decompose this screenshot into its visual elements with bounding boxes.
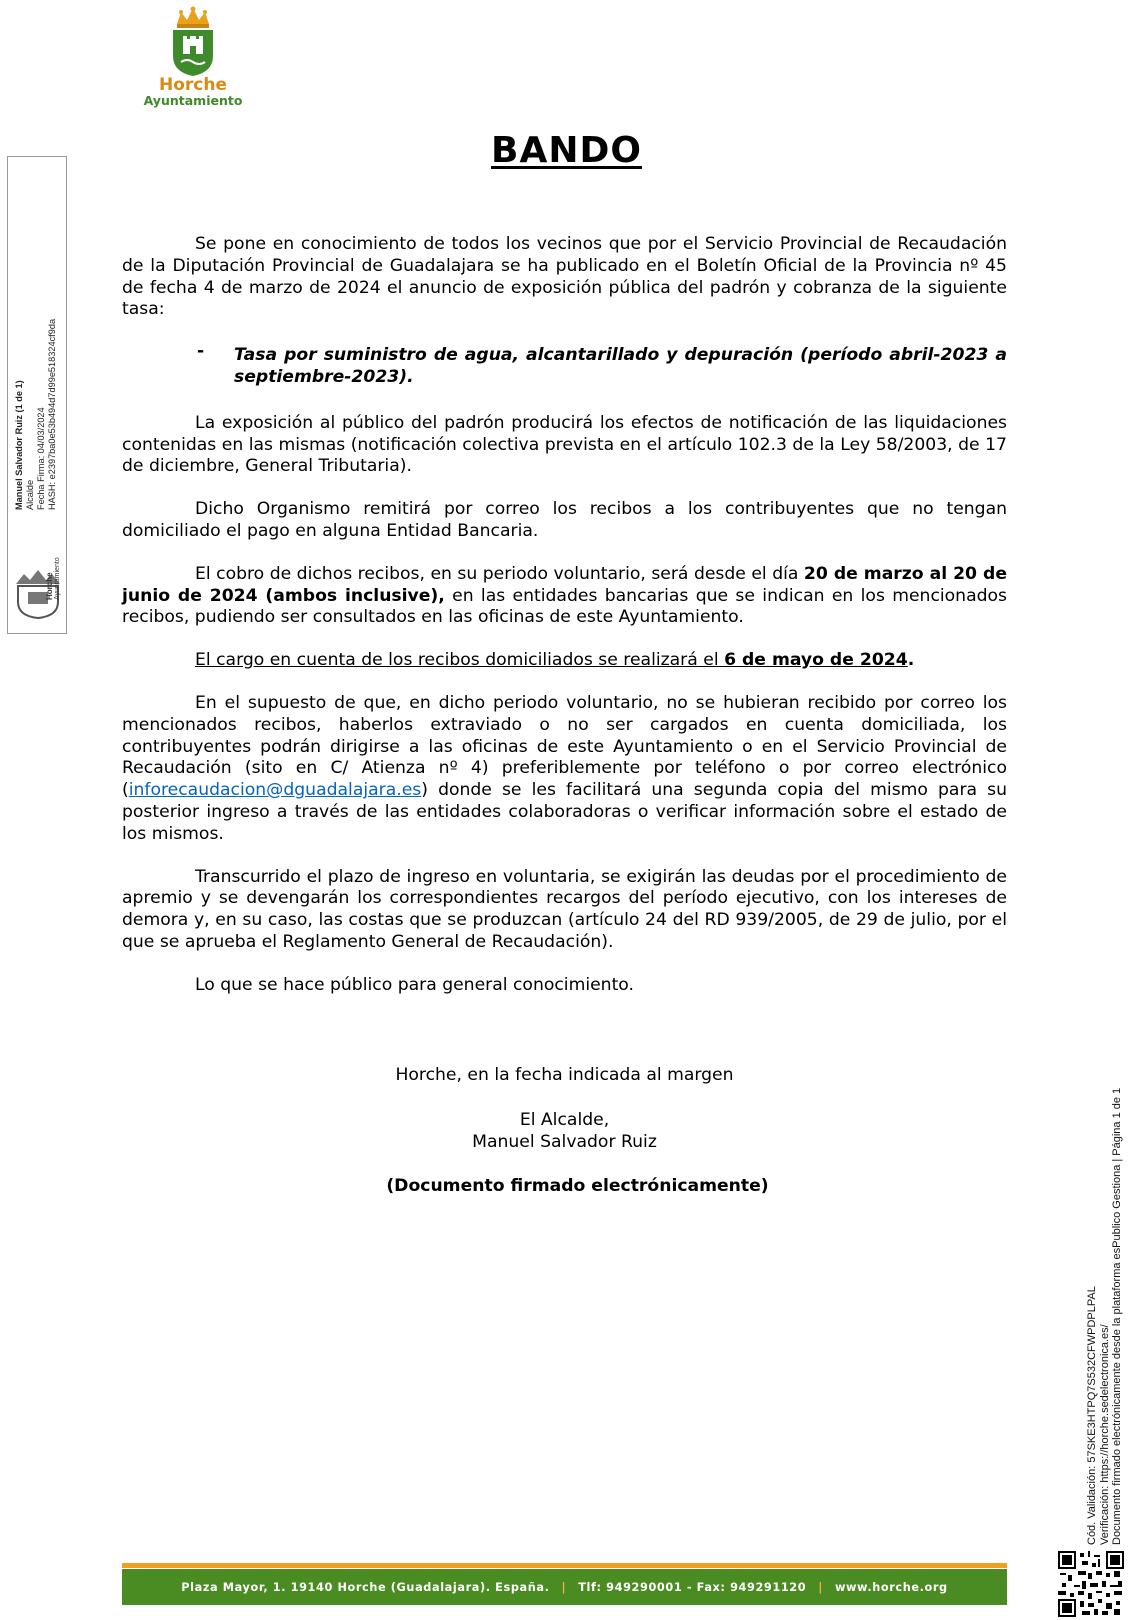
paragraph-collection: El cobro de dichos recibos, en su periodo voluntario, será desde el día 20 de marzo al 20 de junio de 2024 (ambos inclusive), en las entidades bancarias que se indican en los mencionados recibos, pudiendo ser consultados en las oficinas de este Ayuntamiento.	[122, 563, 1007, 628]
footer-orange-line	[122, 1563, 1007, 1568]
bullet-text: Tasa por suministro de agua, alcantarillado y depuración (período abril-2023 a septiembre-2023).	[234, 345, 1007, 387]
paragraph-contact: En el supuesto de que, en dicho periodo voluntario, no se hubieran recibido por correo los mencionados recibos, haberlos extraviado o no ser cargados en cuenta domiciliada, los contribuyentes podrán dirigirse a las oficinas de este Ayuntamiento o en el Servicio Provincial de Recaudación (sito en C/ Atienza nº 4) preferiblemente por teléfono o por correo electrónico (inforecaudacion@dguadalajara.es) donde se les facilitará una segunda copia del mismo para su posterior ingreso a través de las entidades colaboradoras o verificar información sobre el estado de los mismos.	[122, 692, 1007, 844]
signature-signer: Manuel Salvador Ruiz (1 de 1)	[14, 380, 24, 510]
document-title: BANDO	[491, 130, 642, 171]
charge-date: 6 de mayo de 2024	[724, 650, 908, 671]
signature-logo-name: Horche	[45, 572, 54, 600]
footer-separator: |	[561, 1580, 567, 1594]
bullet-item	[122, 341, 1007, 389]
footer-separator: |	[818, 1580, 823, 1594]
footer-phone: Tlf: 949290001 - Fax: 949291120	[578, 1580, 807, 1594]
signer-name: Manuel Salvador Ruiz	[472, 1131, 657, 1152]
signature-logo-text	[46, 557, 62, 600]
horche-logo	[138, 6, 248, 112]
validation-code: Cód. Validación: 57SKE3HTPQ7S532CFWPDPLPAL	[1086, 1286, 1098, 1545]
closing-signer	[122, 1110, 1007, 1154]
footer-web[interactable]: www.horche.org	[834, 1580, 948, 1594]
signature-text	[14, 190, 58, 510]
paragraph-public: Lo que se hace público para general conocimiento.	[195, 974, 634, 995]
closing-signed: (Documento firmado electrónicamente)	[386, 1176, 769, 1196]
verification-text	[1086, 985, 1124, 1545]
logo-subtitle: Ayuntamiento	[143, 93, 243, 108]
bullet-dash: -	[197, 341, 205, 362]
qr-code-icon	[1058, 1551, 1124, 1617]
signature-hash: HASH: e2397ba0e53b494d7d99e518324cf9da	[47, 318, 57, 510]
paragraph-enforcement: Transcurrido el plazo de ingreso en voluntaria, se exigirán las deudas por el procedimiento de apremio y se devengarán los correspondientes recargos del período ejecutivo, con los intereses de demora y, en su caso, las costas que se produzcan (artículo 24 del RD 939/2005, de 29 de julio, por el que se aprueba el Reglamento General de Recaudación).	[122, 866, 1007, 952]
signature-date: Fecha Firma: 04/03/2024	[36, 407, 46, 510]
signer-role: El Alcalde,	[519, 1110, 610, 1130]
coat-of-arms-icon	[167, 6, 219, 78]
paragraph-intro: Se pone en conocimiento de todos los vecinos que por el Servicio Provincial de Recaudación de la Diputación Provincial de Guadalajara se ha publicado en el Boletín Oficial de la Provincia nº 45 de fecha 4 de marzo de 2024 el anuncio de exposición pública del padrón y cobranza de la siguiente tasa:	[122, 234, 1007, 320]
document-body	[122, 234, 1007, 1018]
email-link[interactable]: inforecaudacion@dguadalajara.es	[128, 780, 422, 801]
footer-bar	[122, 1569, 1007, 1605]
paragraph-charge: El cargo en cuenta de los recibos domiciliados se realizará el 6 de mayo de 2024.	[195, 650, 915, 671]
signature-role: Alcalde	[25, 479, 35, 510]
paragraph-mail: Dicho Organismo remitirá por correo los recibos a los contribuyentes que no tengan domiciliado el pago en alguna Entidad Bancaria.	[122, 499, 1007, 541]
verification-url: Verificación: https://horche.sedelectronica.es/	[1098, 1324, 1111, 1545]
platform-note: Documento firmado electrónicamente desde la plataforma esPublico Gestiona | Página 1 de 1	[1111, 1087, 1123, 1545]
logo-name: Horche	[159, 75, 227, 95]
signature-logo-sub: Ayuntamiento	[54, 557, 61, 600]
closing-place-date: Horche, en la fecha indicada al margen	[395, 1065, 734, 1085]
footer-address: Plaza Mayor, 1. 19140 Horche (Guadalajara). España.	[181, 1580, 550, 1594]
collection-dates: 20 de marzo al 20 de junio de 2024 (ambos inclusive),	[122, 563, 1007, 606]
paragraph-exposure: La exposición al público del padrón producirá los efectos de notificación de las liquidaciones contenidas en las mismas (notificación colectiva prevista en el artículo 102.3 de la Ley 58/2003, de 17 de diciembre, General Tributaria).	[122, 412, 1007, 477]
